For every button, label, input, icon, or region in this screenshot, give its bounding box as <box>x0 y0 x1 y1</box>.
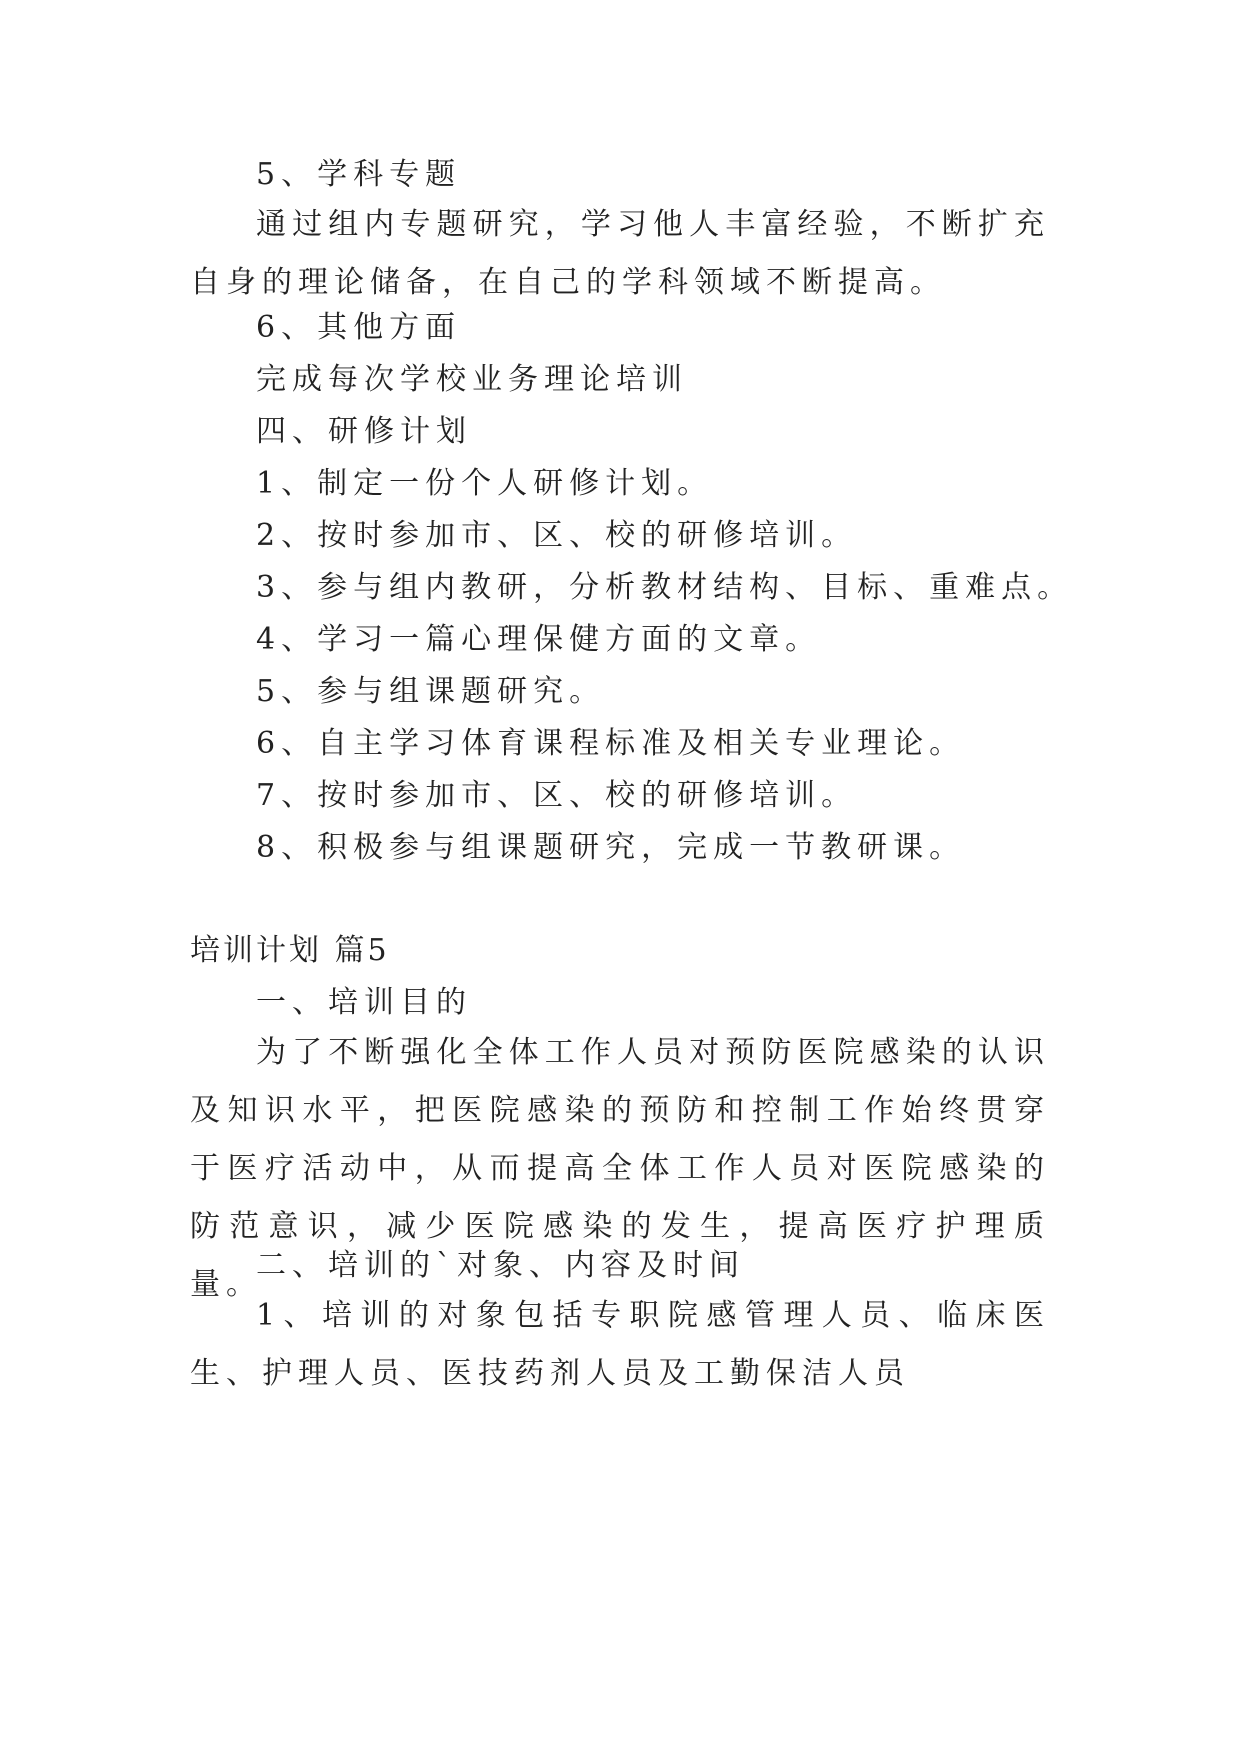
list-item: 1、制定一份个人研修计划。 <box>256 466 714 501</box>
list-item: 4、学习一篇心理保健方面的文章。 <box>256 622 822 657</box>
list-item: 8、积极参与组课题研究，完成一节教研课。 <box>256 830 966 865</box>
list-item: 5、参与组课题研究。 <box>256 674 606 709</box>
heading-study-plan: 四、研修计划 <box>256 414 472 449</box>
list-item: 2、按时参加市、区、校的研修培训。 <box>256 518 858 553</box>
heading-training-purpose: 一、培训目的 <box>256 985 472 1020</box>
paragraph-other-aspects: 完成每次学校业务理论培训 <box>256 362 688 397</box>
section-title: 培训计划 篇5 <box>190 933 390 968</box>
paragraph-training-object: 1、培训的对象包括专职院感管理人员、临床医生、护理人员、医技药剂人员及工勤保洁人员 <box>190 1298 1050 1391</box>
heading-other-aspects: 6、其他方面 <box>256 310 462 345</box>
list-item: 3、参与组内教研，分析教材结构、目标、重难点。 <box>256 570 1074 605</box>
list-item: 7、按时参加市、区、校的研修培训。 <box>256 778 858 813</box>
heading-subject-topic: 5、学科专题 <box>256 157 462 192</box>
paragraph-subject-topic: 通过组内专题研究，学习他人丰富经验，不断扩充自身的理论储备，在自己的学科领域不断提高。 <box>190 207 1050 300</box>
heading-training-object: 二、培训的`对象、内容及时间 <box>256 1248 745 1283</box>
paragraph-training-purpose: 为了不断强化全体工作人员对预防医院感染的认识及知识水平，把医院感染的预防和控制工作始终贯穿于医疗活动中，从而提高全体工作人员对医院感染的防范意识，减少医院感染的发生，提高医疗护理质量。 <box>190 1035 1050 1302</box>
study-plan-list <box>190 464 1074 880</box>
list-item: 6、自主学习体育课程标准及相关专业理论。 <box>256 726 966 761</box>
